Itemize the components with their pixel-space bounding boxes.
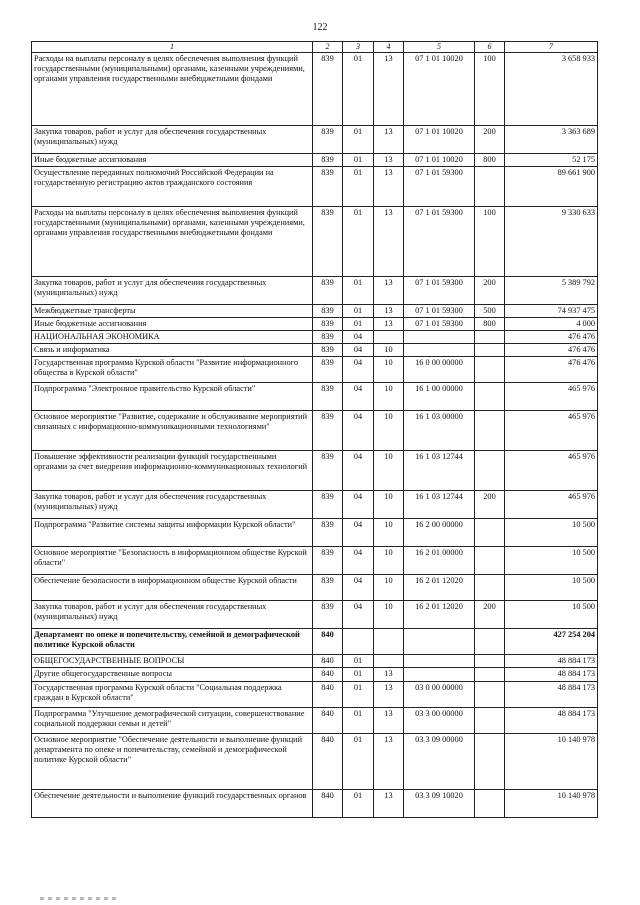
row-amount: 4 000 xyxy=(505,317,598,330)
row-expense-type: 200 xyxy=(475,601,505,629)
row-amount: 10 140 978 xyxy=(505,733,598,789)
row-expense-type xyxy=(475,681,505,707)
row-section-code: 01 xyxy=(343,733,374,789)
row-ministry-code: 840 xyxy=(313,629,343,655)
row-section-code: 01 xyxy=(343,166,374,206)
row-target-article: 07 1 01 10020 xyxy=(404,52,475,125)
row-subsection-code: 10 xyxy=(374,601,404,629)
table-row xyxy=(32,331,598,344)
row-section-code: 04 xyxy=(343,491,374,519)
row-amount: 3 363 689 xyxy=(505,125,598,153)
row-section-code: 01 xyxy=(343,317,374,330)
row-expense-type xyxy=(475,547,505,575)
row-target-article: 03 3 00 00000 xyxy=(404,707,475,733)
row-ministry-code: 840 xyxy=(313,707,343,733)
row-amount: 465 976 xyxy=(505,411,598,451)
row-section-code xyxy=(343,629,374,655)
row-section-code: 04 xyxy=(343,344,374,357)
row-ministry-code: 840 xyxy=(313,789,343,817)
table-row xyxy=(32,629,598,655)
row-amount: 10 500 xyxy=(505,601,598,629)
row-subsection-code: 10 xyxy=(374,519,404,547)
row-amount: 465 976 xyxy=(505,491,598,519)
row-subsection-code: 10 xyxy=(374,491,404,519)
row-subsection-code: 13 xyxy=(374,681,404,707)
table-row xyxy=(32,317,598,330)
row-amount: 476 476 xyxy=(505,331,598,344)
row-target-article: 16 1 00 00000 xyxy=(404,383,475,411)
column-header: 2 xyxy=(313,42,343,53)
row-ministry-code: 839 xyxy=(313,331,343,344)
table-row xyxy=(32,733,598,789)
row-ministry-code: 839 xyxy=(313,357,343,383)
row-target-article: 07 1 01 59300 xyxy=(404,304,475,317)
row-ministry-code: 840 xyxy=(313,655,343,668)
row-name: Государственная программа Курской области "Социальная поддержка граждан в Курской области" xyxy=(32,681,313,707)
row-target-article: 07 1 01 59300 xyxy=(404,206,475,276)
row-amount: 10 500 xyxy=(505,547,598,575)
row-expense-type xyxy=(475,655,505,668)
table-row xyxy=(32,789,598,817)
row-section-code: 01 xyxy=(343,681,374,707)
row-target-article xyxy=(404,655,475,668)
row-name: Основное мероприятие "Обеспечение деятельности и выполнение функций департамента по опеке и попечительству, семейной и демографической политике Курской области" xyxy=(32,733,313,789)
row-section-code: 04 xyxy=(343,383,374,411)
row-ministry-code: 839 xyxy=(313,547,343,575)
row-ministry-code: 839 xyxy=(313,166,343,206)
row-name: Закупка товаров, работ и услуг для обеспечения государственных (муниципальных) нужд xyxy=(32,276,313,304)
column-header-row xyxy=(32,42,598,53)
row-ministry-code: 839 xyxy=(313,206,343,276)
row-amount: 10 140 978 xyxy=(505,789,598,817)
row-ministry-code: 839 xyxy=(313,411,343,451)
row-amount: 48 884 173 xyxy=(505,707,598,733)
row-expense-type xyxy=(475,383,505,411)
table-row xyxy=(32,153,598,166)
scan-footer-mark xyxy=(40,897,120,900)
row-target-article: 07 1 01 59300 xyxy=(404,166,475,206)
row-target-article: 07 1 01 10020 xyxy=(404,153,475,166)
table-row xyxy=(32,655,598,668)
row-ministry-code: 839 xyxy=(313,344,343,357)
row-ministry-code: 839 xyxy=(313,491,343,519)
row-subsection-code: 13 xyxy=(374,789,404,817)
row-target-article: 03 3 09 10020 xyxy=(404,789,475,817)
row-expense-type: 500 xyxy=(475,304,505,317)
row-name: Обеспечение деятельности и выполнение функций государственных органов xyxy=(32,789,313,817)
row-expense-type xyxy=(475,331,505,344)
row-expense-type xyxy=(475,357,505,383)
row-target-article: 16 2 01 12020 xyxy=(404,575,475,601)
row-subsection-code: 13 xyxy=(374,668,404,681)
column-header: 7 xyxy=(505,42,598,53)
row-name: Повышение эффективности реализации функций государственными органами за счет внедрения информационно-коммуникационных технологий xyxy=(32,451,313,491)
table-row xyxy=(32,357,598,383)
table-row xyxy=(32,125,598,153)
row-name: Подпрограмма "Развитие системы защиты информации Курской области" xyxy=(32,519,313,547)
table-row xyxy=(32,519,598,547)
row-ministry-code: 840 xyxy=(313,733,343,789)
row-subsection-code: 13 xyxy=(374,125,404,153)
row-section-code: 04 xyxy=(343,575,374,601)
row-target-article: 16 1 03 12744 xyxy=(404,451,475,491)
row-ministry-code: 839 xyxy=(313,601,343,629)
table-row xyxy=(32,411,598,451)
row-target-article: 07 1 01 10020 xyxy=(404,125,475,153)
table-row xyxy=(32,451,598,491)
row-subsection-code: 10 xyxy=(374,411,404,451)
row-target-article xyxy=(404,344,475,357)
row-subsection-code: 13 xyxy=(374,153,404,166)
row-ministry-code: 840 xyxy=(313,668,343,681)
row-name: Подпрограмма "Улучшение демографической ситуации, совершенствование социальной поддержки семьи и детей" xyxy=(32,707,313,733)
row-target-article: 16 2 01 00000 xyxy=(404,547,475,575)
row-expense-type xyxy=(475,451,505,491)
column-header: 6 xyxy=(475,42,505,53)
row-name: ОБЩЕГОСУДАРСТВЕННЫЕ ВОПРОСЫ xyxy=(32,655,313,668)
table-row xyxy=(32,206,598,276)
row-section-code: 01 xyxy=(343,153,374,166)
row-target-article: 07 1 01 59300 xyxy=(404,317,475,330)
row-section-code: 04 xyxy=(343,601,374,629)
row-section-code: 04 xyxy=(343,519,374,547)
row-target-article xyxy=(404,629,475,655)
row-expense-type: 200 xyxy=(475,125,505,153)
row-name: Осуществление переданных полномочий Российской Федерации на государственную регистрацию актов гражданского состояния xyxy=(32,166,313,206)
row-section-code: 01 xyxy=(343,206,374,276)
row-amount: 52 175 xyxy=(505,153,598,166)
row-section-code: 01 xyxy=(343,304,374,317)
row-amount: 9 330 633 xyxy=(505,206,598,276)
row-section-code: 01 xyxy=(343,655,374,668)
row-target-article xyxy=(404,668,475,681)
row-section-code: 01 xyxy=(343,276,374,304)
row-target-article: 07 1 01 59300 xyxy=(404,276,475,304)
table-row xyxy=(32,52,598,125)
table-row xyxy=(32,383,598,411)
row-expense-type xyxy=(475,166,505,206)
row-ministry-code: 840 xyxy=(313,681,343,707)
row-expense-type xyxy=(475,344,505,357)
table-row xyxy=(32,166,598,206)
row-name: Другие общегосударственные вопросы xyxy=(32,668,313,681)
row-name: Иные бюджетные ассигнования xyxy=(32,153,313,166)
row-amount: 427 254 204 xyxy=(505,629,598,655)
row-subsection-code: 10 xyxy=(374,547,404,575)
row-subsection-code: 10 xyxy=(374,357,404,383)
column-header: 5 xyxy=(404,42,475,53)
column-header: 3 xyxy=(343,42,374,53)
row-subsection-code: 10 xyxy=(374,383,404,411)
row-section-code: 04 xyxy=(343,547,374,575)
row-section-code: 01 xyxy=(343,52,374,125)
row-amount: 89 661 900 xyxy=(505,166,598,206)
table-row xyxy=(32,601,598,629)
row-expense-type xyxy=(475,789,505,817)
row-section-code: 01 xyxy=(343,125,374,153)
table-row xyxy=(32,681,598,707)
row-section-code: 04 xyxy=(343,451,374,491)
row-ministry-code: 839 xyxy=(313,304,343,317)
row-section-code: 04 xyxy=(343,331,374,344)
row-name: Связь и информатика xyxy=(32,344,313,357)
row-section-code: 01 xyxy=(343,789,374,817)
row-section-code: 01 xyxy=(343,668,374,681)
row-name: Расходы на выплаты персоналу в целях обеспечения выполнения функций государственными (муниципальными) органами, казенными учреждениями, органами управления государственными внебюджетными фондами xyxy=(32,52,313,125)
row-expense-type xyxy=(475,411,505,451)
row-name: НАЦИОНАЛЬНАЯ ЭКОНОМИКА xyxy=(32,331,313,344)
row-name: Подпрограмма "Электронное правительство Курской области" xyxy=(32,383,313,411)
table-row xyxy=(32,491,598,519)
row-subsection-code: 10 xyxy=(374,344,404,357)
row-expense-type: 800 xyxy=(475,317,505,330)
row-subsection-code: 13 xyxy=(374,52,404,125)
row-subsection-code: 13 xyxy=(374,733,404,789)
row-subsection-code: 13 xyxy=(374,206,404,276)
row-target-article xyxy=(404,331,475,344)
table-row xyxy=(32,547,598,575)
row-amount: 48 884 173 xyxy=(505,681,598,707)
row-target-article: 16 0 00 00000 xyxy=(404,357,475,383)
table-row xyxy=(32,304,598,317)
row-expense-type: 100 xyxy=(475,206,505,276)
row-name: Закупка товаров, работ и услуг для обеспечения государственных (муниципальных) нужд xyxy=(32,601,313,629)
row-name: Закупка товаров, работ и услуг для обеспечения государственных (муниципальных) нужд xyxy=(32,491,313,519)
row-ministry-code: 839 xyxy=(313,451,343,491)
row-target-article: 16 2 00 00000 xyxy=(404,519,475,547)
row-amount: 465 976 xyxy=(505,451,598,491)
table-row xyxy=(32,707,598,733)
row-name: Расходы на выплаты персоналу в целях обеспечения выполнения функций государственными (муниципальными) органами, казенными учреждениями, органами управления государственными внебюджетными фондами xyxy=(32,206,313,276)
row-amount: 476 476 xyxy=(505,357,598,383)
row-subsection-code xyxy=(374,331,404,344)
row-ministry-code: 839 xyxy=(313,52,343,125)
row-amount: 3 658 933 xyxy=(505,52,598,125)
row-amount: 48 884 173 xyxy=(505,668,598,681)
table-row xyxy=(32,575,598,601)
row-amount: 5 389 792 xyxy=(505,276,598,304)
row-name: Основное мероприятие "Безопасность в информационном обществе Курской области" xyxy=(32,547,313,575)
row-expense-type xyxy=(475,519,505,547)
table-row xyxy=(32,276,598,304)
column-header: 4 xyxy=(374,42,404,53)
row-ministry-code: 839 xyxy=(313,125,343,153)
row-name: Обеспечение безопасности в информационном обществе Курской области xyxy=(32,575,313,601)
row-name: Государственная программа Курской области "Развитие информационного общества в Курской области" xyxy=(32,357,313,383)
row-target-article: 16 1 03 00000 xyxy=(404,411,475,451)
row-subsection-code: 13 xyxy=(374,317,404,330)
row-expense-type xyxy=(475,733,505,789)
row-name: Основное мероприятие "Развитие, содержание и обслуживание мероприятий связанных с информационно-коммуникационными технологиями" xyxy=(32,411,313,451)
row-name: Иные бюджетные ассигнования xyxy=(32,317,313,330)
row-name: Закупка товаров, работ и услуг для обеспечения государственных (муниципальных) нужд xyxy=(32,125,313,153)
row-subsection-code: 10 xyxy=(374,575,404,601)
row-subsection-code xyxy=(374,655,404,668)
row-section-code: 01 xyxy=(343,707,374,733)
row-section-code: 04 xyxy=(343,411,374,451)
table-row xyxy=(32,344,598,357)
row-name: Департамент по опеке и попечительству, семейной и демографической политике Курской области xyxy=(32,629,313,655)
row-subsection-code: 13 xyxy=(374,276,404,304)
row-expense-type xyxy=(475,668,505,681)
row-amount: 74 937 475 xyxy=(505,304,598,317)
row-ministry-code: 839 xyxy=(313,383,343,411)
row-expense-type xyxy=(475,575,505,601)
row-section-code: 04 xyxy=(343,357,374,383)
row-ministry-code: 839 xyxy=(313,153,343,166)
column-header: 1 xyxy=(32,42,313,53)
row-amount: 465 976 xyxy=(505,383,598,411)
row-expense-type: 200 xyxy=(475,276,505,304)
row-subsection-code xyxy=(374,629,404,655)
row-expense-type xyxy=(475,629,505,655)
row-expense-type: 200 xyxy=(475,491,505,519)
row-amount: 10 500 xyxy=(505,575,598,601)
row-target-article: 03 3 09 00000 xyxy=(404,733,475,789)
row-amount: 48 884 173 xyxy=(505,655,598,668)
budget-table xyxy=(31,41,598,818)
row-ministry-code: 839 xyxy=(313,317,343,330)
row-name: Межбюджетные трансферты xyxy=(32,304,313,317)
row-expense-type: 800 xyxy=(475,153,505,166)
row-target-article: 16 1 03 12744 xyxy=(404,491,475,519)
row-expense-type xyxy=(475,707,505,733)
row-ministry-code: 839 xyxy=(313,575,343,601)
row-expense-type: 100 xyxy=(475,52,505,125)
table-row xyxy=(32,668,598,681)
row-target-article: 03 0 00 00000 xyxy=(404,681,475,707)
page-number: 122 xyxy=(312,22,328,33)
row-amount: 476 476 xyxy=(505,344,598,357)
row-ministry-code: 839 xyxy=(313,276,343,304)
row-subsection-code: 13 xyxy=(374,166,404,206)
row-subsection-code: 10 xyxy=(374,451,404,491)
row-amount: 10 500 xyxy=(505,519,598,547)
row-subsection-code: 13 xyxy=(374,707,404,733)
row-subsection-code: 13 xyxy=(374,304,404,317)
row-ministry-code: 839 xyxy=(313,519,343,547)
row-target-article: 16 2 01 12020 xyxy=(404,601,475,629)
